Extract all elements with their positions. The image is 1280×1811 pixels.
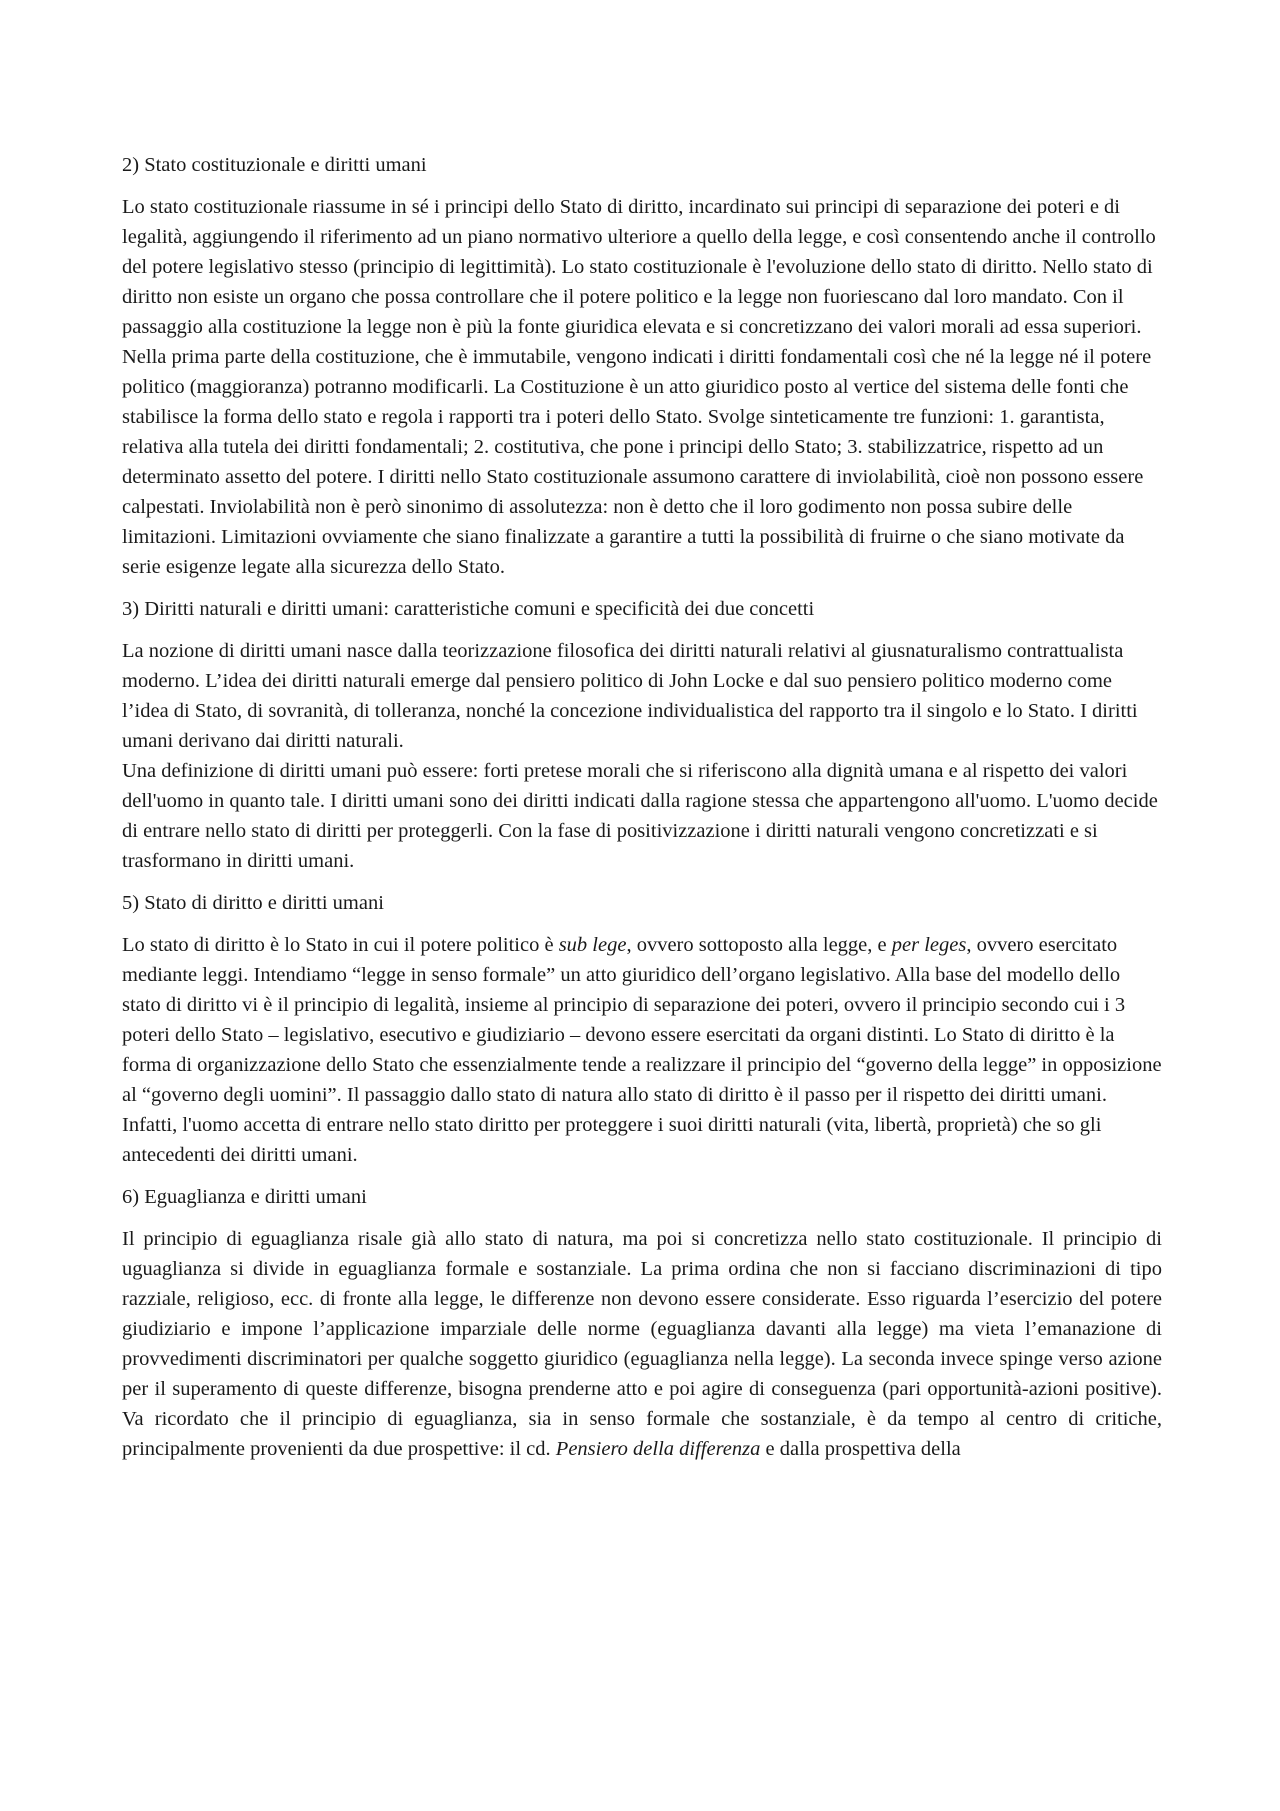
section-5-text-mid: , ovvero sottoposto alla legge, e [626, 934, 892, 956]
section-2-heading: 2) Stato costituzionale e diritti umani [122, 154, 427, 176]
section-3-paragraph-a: La nozione di diritti umani nasce dalla teorizzazione filosofica dei diritti naturali relativi al giusnaturalismo contrattualista moderno. L’idea dei diritti naturali emerge dal pensiero politico di John Locke e dal suo pensiero politico moderno come l’idea di Stato, di sovranità, di tolleranza, nonché la concezione individualistica del rapporto tra il singolo e lo Stato. I diritti umani derivano dai diritti naturali. [122, 640, 1138, 752]
document-body [122, 150, 1162, 1476]
pensiero-differenza-term: Pensiero della differenza [555, 1438, 761, 1460]
section-6-text-start: Il principio di eguaglianza risale già allo stato di natura, ma poi si concretizza nello stato costituzionale. Il principio di uguaglianza si divide in eguaglianza formale e sostanziale. La prima ordina che non si facciano discriminazioni di tipo razziale, religioso, ecc. di fronte alla legge, le differenze non devono essere considerate. Esso riguarda l’esercizio del potere giudiziario e impone l’applicazione imparziale delle norme (eguaglianza davanti alla legge) ma vieta l’emanazione di provvedimenti discriminatori per qualche soggetto giuridico (eguaglianza nella legge). La seconda invece spinge verso azione per il superamento di queste differenze, bisogna prenderne atto e poi agire di conseguenza (pari opportunità-azioni positive). Va ricordato che il principio di eguaglianza, sia in senso formale che sostanziale, è da tempo al centro di critiche, principalmente provenienti da due prospettive: il cd. [122, 1228, 1162, 1460]
section-6-text-end: e dalla prospettiva della [760, 1438, 961, 1460]
section-6-heading: 6) Eguaglianza e diritti umani [122, 1186, 367, 1208]
section-5-paragraph [122, 930, 1162, 1170]
per-leges-term: per leges [891, 934, 967, 956]
section-3-heading: 3) Diritti naturali e diritti umani: caratteristiche comuni e specificità dei due concetti [122, 598, 815, 620]
section-3-paragraph-b: Una definizione di diritti umani può essere: forti pretese morali che si riferiscono alla dignità umana e al rispetto dei valori dell'uomo in quanto tale. I diritti umani sono dei diritti indicati dalla ragione stessa che appartengono all'uomo. L'uomo decide di entrare nello stato di diritti per proteggerli. Con la fase di positivizzazione i diritti naturali vengono concretizzati e si trasformano in diritti umani. [122, 760, 1158, 872]
section-5-heading: 5) Stato di diritto e diritti umani [122, 892, 384, 914]
section-5-text-start: Lo stato di diritto è lo Stato in cui il potere politico è [122, 934, 559, 956]
section-6-paragraph [122, 1224, 1162, 1464]
section-2-paragraph: Lo stato costituzionale riassume in sé i principi dello Stato di diritto, incardinato sui principi di separazione dei poteri e di legalità, aggiungendo il riferimento ad un piano normativo ulteriore a quello della legge, e così consentendo anche il controllo del potere legislativo stesso (principio di legittimità). Lo stato costituzionale è l'evoluzione dello stato di diritto. Nello stato di diritto non esiste un organo che possa controllare che il potere politico e la legge non fuoriescano dal loro mandato. Con il passaggio alla costituzione la legge non è più la fonte giuridica elevata e si concretizzano dei valori morali ad essa superiori. Nella prima parte della costituzione, che è immutabile, vengono indicati i diritti fondamentali così che né la legge né il potere politico (maggioranza) potranno modificarli. La Costituzione è un atto giuridico posto al vertice del sistema delle fonti che stabilisce la forma dello stato e regola i rapporti tra i poteri dello Stato. Svolge sinteticamente tre funzioni: 1. garantista, relativa alla tutela dei diritti fondamentali; 2. costitutiva, che pone i principi dello Stato; 3. stabilizzatrice, rispetto ad un determinato assetto del potere. I diritti nello Stato costituzionale assumono carattere di inviolabilità, cioè non possono essere calpestati. Inviolabilità non è però sinonimo di assolutezza: non è detto che il loro godimento non possa subire delle limitazioni. Limitazioni ovviamente che siano finalizzate a garantire a tutti la possibilità di fruirne o che siano motivate da serie esigenze legate alla sicurezza dello Stato. [122, 196, 1156, 578]
section-5-text-end: , ovvero esercitato mediante leggi. Intendiamo “legge in senso formale” un atto giuridico dell’organo legislativo. Alla base del modello dello stato di diritto vi è il principio di legalità, insieme al principio di separazione dei poteri, ovvero il principio secondo cui i 3 poteri dello Stato – legislativo, esecutivo e giudiziario – devono essere esercitati da organi distinti. Lo Stato di diritto è la forma di organizzazione dello Stato che essenzialmente tende a realizzare il principio del “governo della legge” in opposizione al “governo degli uomini”. Il passaggio dallo stato di natura allo stato di diritto è il passo per il rispetto dei diritti umani. Infatti, l'uomo accetta di entrare nello stato diritto per proteggere i suoi diritti naturali (vita, libertà, proprietà) che so gli antecedenti dei diritti umani. [122, 934, 1162, 1166]
sub-lege-term: sub lege [558, 934, 627, 956]
